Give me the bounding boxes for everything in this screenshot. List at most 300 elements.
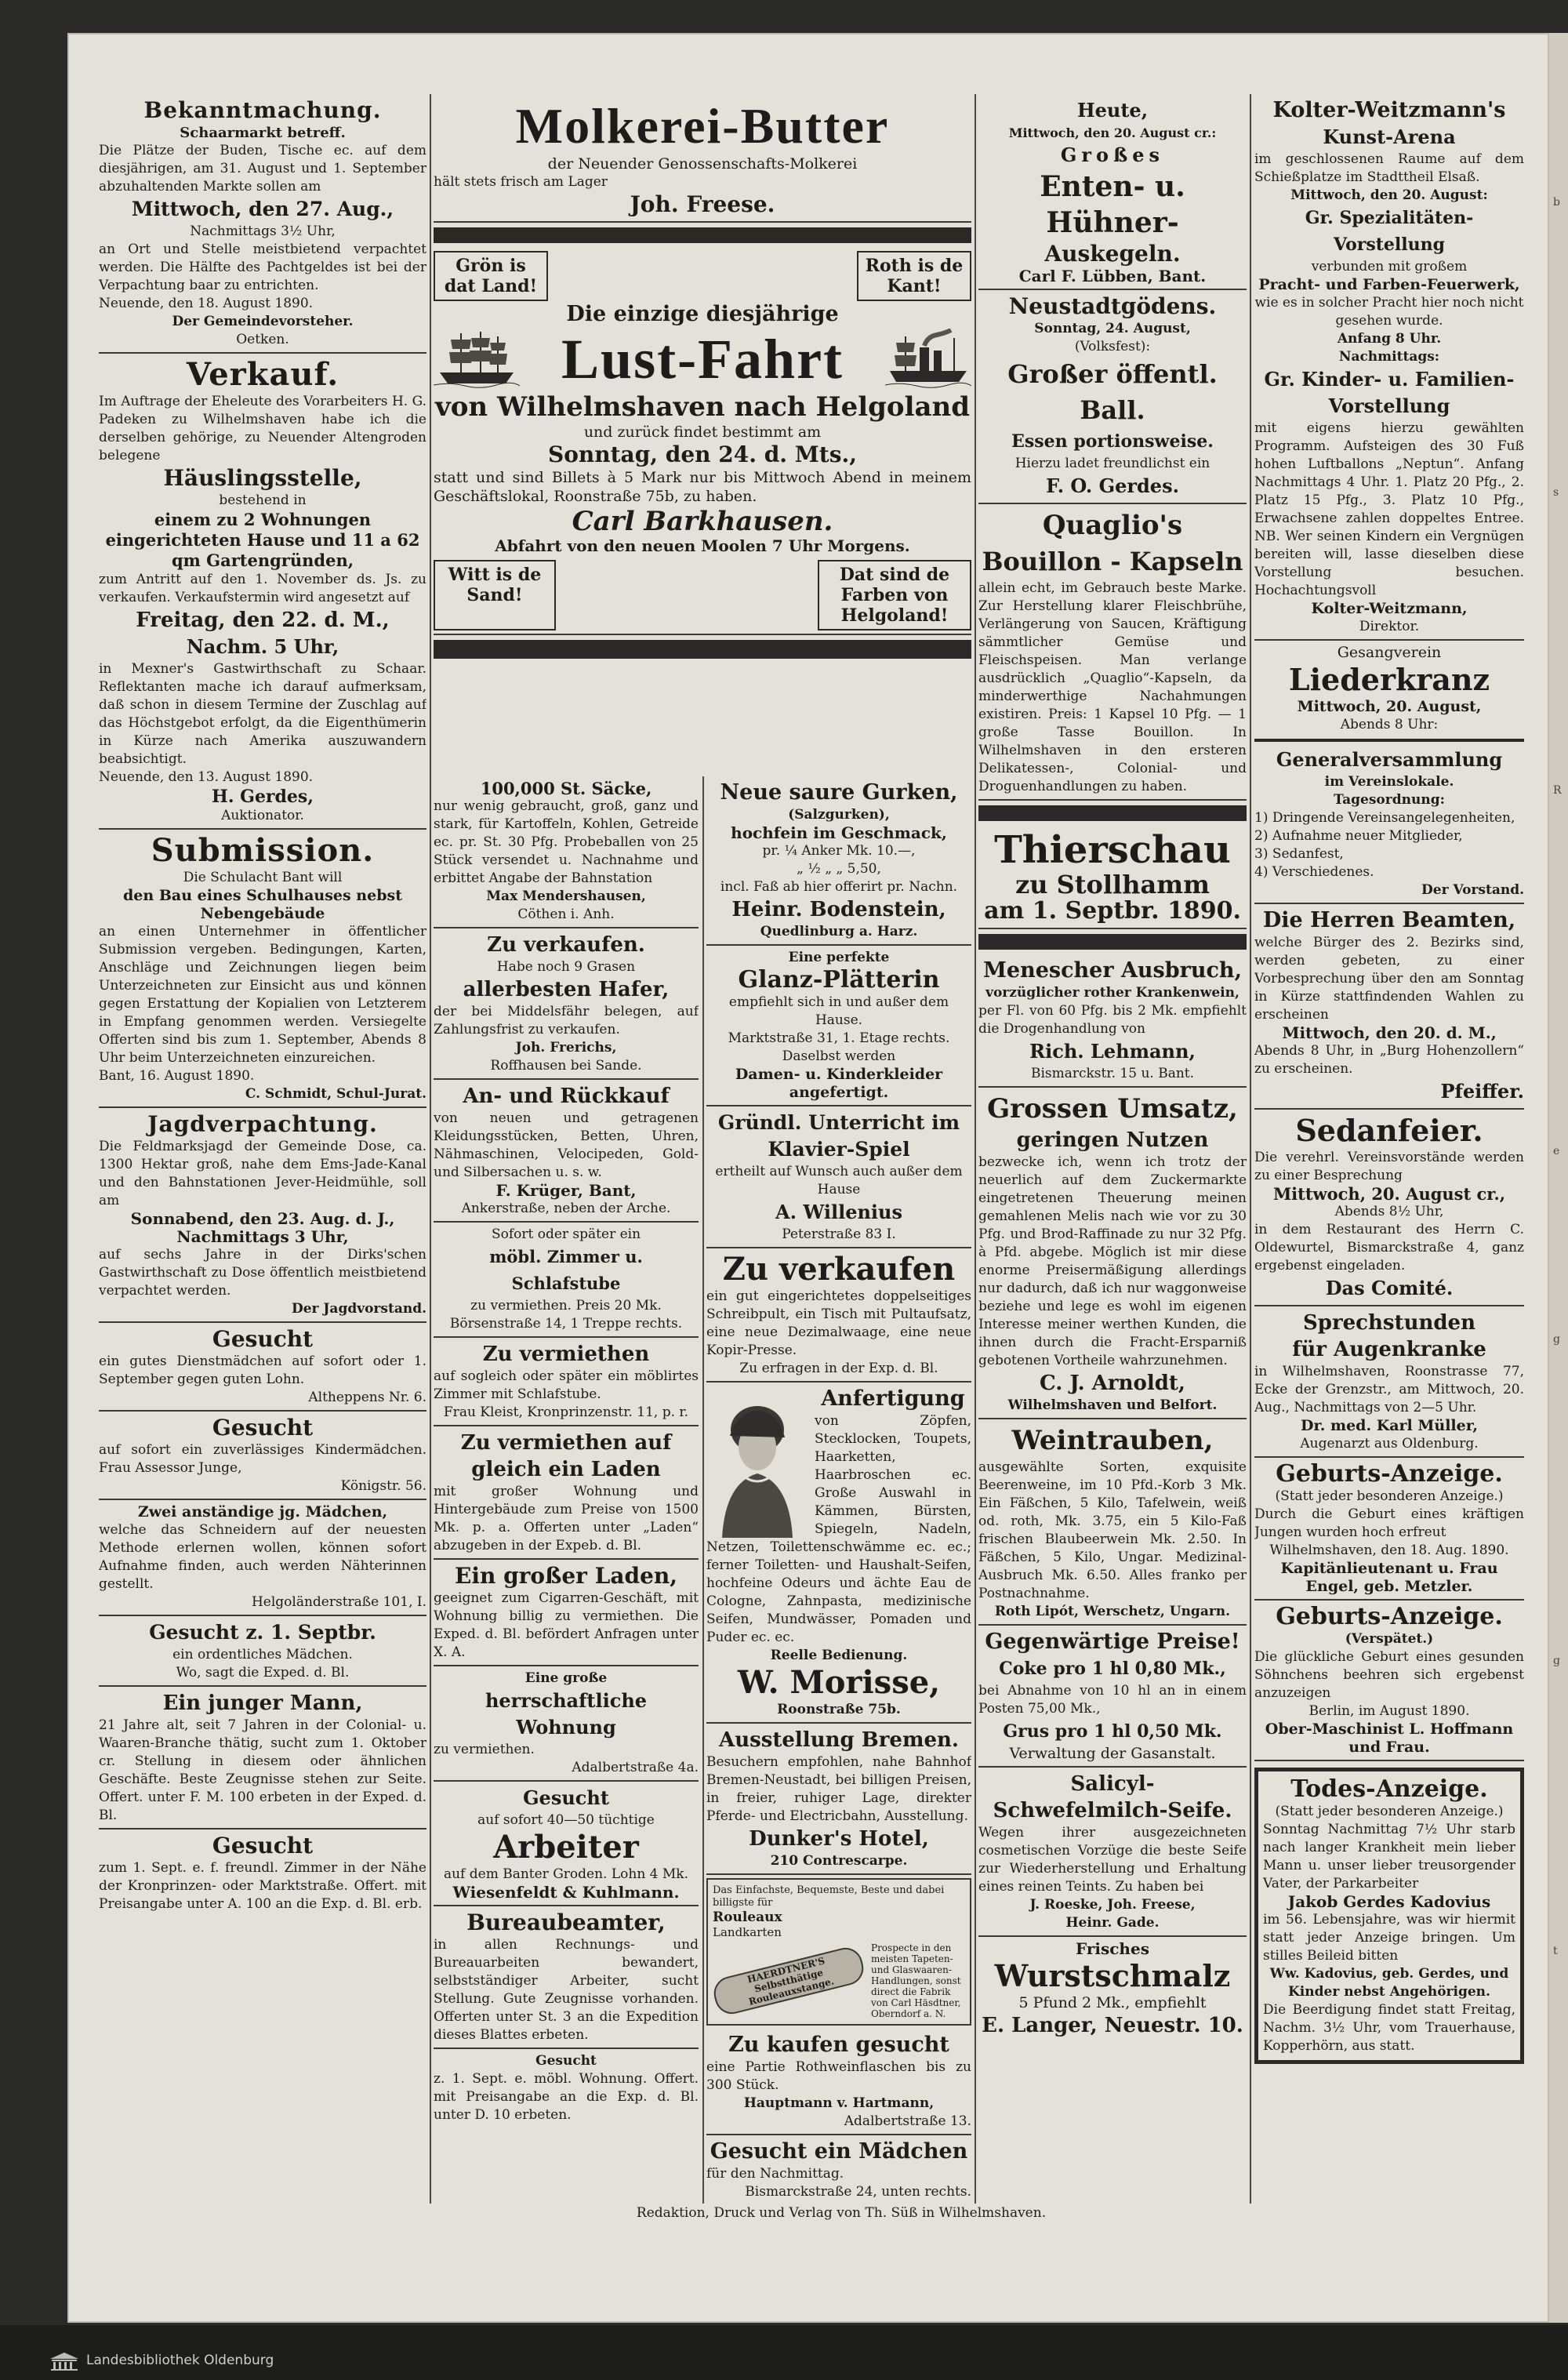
ad-body: auf sechs Jahre in der Dirks'schen Gastwirthschaft zu Dose öffentlich meistbietend verpachtet werden.	[99, 1247, 426, 1299]
ad-body: auf sogleich oder später ein möblirtes Zimmer mit Schlafstube.	[434, 1368, 699, 1402]
ad-plaetterin	[706, 946, 971, 1106]
ad-address: Marktstraße 31, 1. Etage rechts.	[728, 1030, 950, 1046]
ad-title: Quaglio's	[1042, 510, 1183, 541]
ad-gesucht-1	[99, 1323, 426, 1412]
price-line: Coke pro 1 hl 0,80 Mk.,	[999, 1659, 1226, 1679]
next-page-edge	[1549, 33, 1568, 2323]
ad-title: Zu verkaufen	[722, 1251, 956, 1288]
ad-signature: Ww. Kadovius, geb. Gerdes, und Kinder nebst Angehörigen.	[1269, 1966, 1509, 2000]
ad-place-date: Berlin, im August 1890.	[1308, 1703, 1470, 1719]
ad-date: Sonntag, 24. August,	[1034, 321, 1191, 336]
ad-morisse	[706, 1383, 971, 1724]
ad-body: empfiehlt sich in und außer dem Hause.	[728, 994, 949, 1028]
ad-time: Abends 8 Uhr:	[1340, 717, 1439, 732]
ad-thierschau	[978, 826, 1247, 929]
ad-signature: Dr. med. Karl Müller,	[1301, 1417, 1478, 1434]
ad-submission	[99, 830, 426, 1108]
ad-title: Wurstschmalz	[994, 1958, 1231, 1993]
agenda-item: 4) Verschiedenes.	[1254, 864, 1374, 880]
ad-signature: Kapitänlieutenant u. Frau Engel, geb. Metzler.	[1280, 1560, 1498, 1595]
ad-body: im 56. Lebensjahre, was wir hiermit statt jeder Anzeige bringen. Um stilles Beileid bitten	[1263, 1912, 1515, 1964]
ad-wohnung	[434, 1666, 699, 1782]
ad-signature: Joh. Freese.	[630, 191, 775, 217]
ad-arbeiter	[434, 1782, 699, 1906]
ad-signature: H. Gerdes,	[212, 787, 314, 807]
ad-body: auf dem Banter Groden. Lohn 4 Mk.	[443, 1866, 689, 1882]
ad-hafer	[434, 928, 699, 1080]
agenda-item: 1) Dringende Vereinsangelegenheiten,	[1254, 810, 1515, 826]
ad-date: Sonntag, den 24. d. Mts.,	[548, 441, 857, 467]
ad-saecke	[434, 776, 699, 928]
ad-intro: Eine perfekte	[788, 950, 890, 965]
ad-body: und zurück findet bestimmt am	[583, 423, 822, 441]
ad-subtitle: geringen Nutzen	[1016, 1128, 1209, 1152]
ad-title: Neue saure Gurken,	[720, 780, 958, 805]
ad-wurstschmalz	[978, 1937, 1247, 2042]
ad-headline: Gr. Kinder- u. Familien-Vorstellung	[1264, 368, 1515, 417]
ad-signature: Rich. Lehmann,	[1029, 1040, 1196, 1063]
ad-sedanfeier	[1254, 1110, 1524, 1306]
ad-verkauf	[99, 354, 426, 830]
ad-title: Gesucht	[523, 1786, 609, 1809]
ad-body: Die verehrl. Vereinsvorstände werden zu einer Besprechung	[1254, 1150, 1524, 1183]
ad-subtitle: Tagesordnung:	[1334, 792, 1445, 808]
ad-body: auf sofort 40—50 tüchtige	[477, 1812, 655, 1828]
ad-gesucht-wohnung	[434, 2049, 699, 2127]
ad-title: Ausstellung Bremen.	[719, 1728, 959, 1752]
ad-body: Sonntag Nachmittag 7½ Uhr starb nach langer Krankheit mein lieber Mann u. unser lieber treusorgender Vater, der Parkarbeiter	[1263, 1822, 1515, 1891]
column-divider	[975, 94, 976, 2204]
ad-date: Mittwoch, 20. August,	[1297, 698, 1482, 715]
ad-headline: allerbesten Hafer,	[463, 978, 670, 1001]
column-divider	[702, 776, 704, 2204]
ad-body: ertheilt auf Wunsch auch außer dem Hause	[715, 1164, 963, 1197]
ad-signature: Verwaltung der Gasanstalt.	[1009, 1745, 1216, 1762]
ad-neustadtgoedens	[978, 290, 1247, 504]
ad-subtitle: (Statt jeder besonderen Anzeige.)	[1275, 1488, 1504, 1504]
ad-signature: Heinr. Gade.	[1065, 1915, 1160, 1931]
ad-body: einem zu 2 Wohnungen eingerichteten Hause und 11 a 62 qm Gartengründen,	[105, 510, 420, 570]
ad-title: Menescher Ausbruch,	[983, 958, 1242, 983]
ad-date: Mittwoch, den 20. August cr.:	[1008, 125, 1217, 140]
ad-subtitle: (Verspätet.)	[1345, 1631, 1434, 1647]
ad-todes-anzeige	[1254, 1768, 1524, 2064]
ad-title: Salicyl-	[1070, 1772, 1155, 1796]
column-divider	[1250, 94, 1251, 2204]
ad-body: Die Schulacht Bant will	[183, 870, 343, 885]
ad-title: Gesucht	[212, 1833, 314, 1859]
column-2-left	[434, 776, 699, 2262]
edge-glyph: s	[1553, 486, 1559, 499]
ad-body: wie es in solcher Pracht hier noch nicht gesehen wurde.	[1254, 295, 1524, 329]
ad-body: nur wenig gebraucht, groß, ganz und stark, für Kartoffeln, Kohlen, Getreide ec. pr. St. 30 Pfg. Probeballen von 25 Stück versendet u. Nachnahme und erbittet Angabe der Bahnstation	[434, 798, 699, 886]
edge-glyph: e	[1553, 1145, 1560, 1157]
ad-body: bestehend in	[219, 492, 307, 508]
ad-headline: Großes	[1060, 144, 1165, 166]
ad-subtitle: (Salzgurken),	[788, 807, 890, 823]
ad-body: bei Abnahme von 10 hl an in einem Posten 75,00 Mk.,	[978, 1683, 1247, 1717]
ad-date: Sonnabend, den 23. Aug. d. J., Nachmittags 3 Uhr,	[130, 1209, 395, 1246]
column-2-top	[434, 94, 971, 663]
ad-signature: Roth Lipót, Werschetz, Ungarn.	[994, 1604, 1231, 1619]
ad-signature: Auktionator.	[221, 808, 304, 823]
ad-title: Ein großer Laden,	[454, 1563, 677, 1589]
ad-umsatz	[978, 1088, 1247, 1419]
ad-title: Gründl. Unterricht im Klavier-Spiel	[717, 1111, 960, 1161]
ad-rueckkauf	[434, 1080, 699, 1223]
ad-subtitle: zu Stollhamm	[1015, 870, 1210, 899]
column-2-right	[706, 776, 971, 2262]
ad-date: Mittwoch, den 20. August:	[1290, 187, 1488, 203]
ad-headline: Damen- u. Kinderkleider angefertigt.	[735, 1066, 943, 1101]
ad-place: Roffhausen bei Sande.	[490, 1058, 642, 1074]
ad-body: per Fl. von 60 Pfg. bis 2 Mk. empfiehlt die Drogenhandlung von	[978, 1003, 1247, 1037]
ad-signature: Oetken.	[236, 332, 289, 347]
ad-headline: hochfein im Geschmack,	[731, 823, 947, 842]
ad-signature: F. O. Gerdes.	[1046, 474, 1179, 497]
ad-gesucht-2	[99, 1412, 426, 1500]
column-1	[99, 94, 426, 2262]
ad-geburt-2	[1254, 1601, 1524, 1761]
ad-title: Geburts-Anzeige.	[1276, 1460, 1503, 1488]
ad-grosser-laden	[434, 1560, 699, 1666]
ad-signature: Direktor.	[1359, 619, 1420, 634]
ad-body: ausgewählte Sorten, exquisite Beerenweine, im 10 Pfd.-Korb 3 Mk. Ein Fäßchen, 5 Kilo, Tafelwein, weiß od. roth, Mk. 3.75, ein 5 Kilo-Faß frischen Blaubeerwein Mk. 2.50. In Fäßchen, 5 Kilo, Ungar. Medizinal-Ausbruch Mk. 6.50. Alles franko per Postnachnahme.	[978, 1459, 1247, 1601]
ad-tagline: Reelle Bedienung.	[770, 1648, 908, 1663]
ad-vermiethen-1	[434, 1338, 699, 1426]
ad-address: Helgoländerstraße 101, I.	[251, 1594, 426, 1610]
ad-signature: Der Vorstand.	[1421, 882, 1524, 898]
ad-body: Das Einfachste, Bequemste, Beste und dabei billigste für	[713, 1884, 945, 1909]
ad-gasanstalt	[978, 1626, 1247, 1768]
ad-body: auf sofort ein zuverlässiges Kindermädchen. Frau Assessor Junge,	[99, 1442, 426, 1476]
ad-place: Ankerstraße, neben der Arche.	[461, 1201, 671, 1216]
lady-portrait-icon	[706, 1389, 808, 1538]
agenda-item: 2) Aufnahme neuer Mitglieder,	[1254, 828, 1463, 844]
ad-bureaubeamter	[434, 1906, 699, 2049]
ad-body: Sofort oder später ein	[491, 1226, 641, 1242]
ad-title: Geburts-Anzeige.	[1276, 1603, 1503, 1630]
ad-title: Bureaubeamter,	[466, 1909, 666, 1935]
ad-signature: Der Jagdvorstand.	[291, 1301, 426, 1317]
ad-place: Augenarzt aus Oldenburg.	[1300, 1436, 1479, 1452]
ad-klavier	[706, 1106, 971, 1248]
ad-title: Bouillon - Kapseln	[982, 547, 1243, 576]
ad-body: im geschlossenen Raume auf dem Schießplatze im Stadttheil Elsaß.	[1254, 151, 1524, 185]
ad-place-date: Bant, 16. August 1890.	[99, 1068, 255, 1084]
ad-body: Die Plätze der Buden, Tische ec. auf dem diesjährigen, am 31. August und 1. September abzuhaltenden Markte sollen am	[99, 143, 426, 194]
ad-title: Sedanfeier.	[1295, 1113, 1483, 1148]
ad-body: zu vermiethen.	[434, 1742, 535, 1757]
ad-signature: Der Gemeindevorsteher.	[172, 314, 354, 329]
ad-body: in Mexner's Gastwirthschaft zu Schaar. Reflektanten mache ich darauf aufmerksam, daß schon in diesem Termine der Zuschlag auf das Höchstgebot erfolgt, da die Eigenthümerin in Kürze nach Amerika auszuwandern beabsichtigt.	[99, 661, 426, 767]
ad-body: allein echt, im Gebrauch beste Marke. Zur Herstellung klarer Fleischbrühe, Verlängerung von Saucen, Kräftigung sämmtlicher Gemüse und Fleischspeisen. Man verlange ausdrücklich „Quaglio“-Kapseln, da minderwerthige Nachahmungen existiren. Preis: 1 Kapsel 10 Pfg. — 1 große Tasse Bouillon. In Wilhelmshaven in den ersteren Delikatessen-, Colonial- und Droguenhandlungen zu haben.	[978, 580, 1247, 794]
ad-address: Roonstraße 75b.	[777, 1702, 901, 1717]
column-4	[1254, 94, 1524, 2262]
ad-rouleaux	[706, 1878, 971, 2026]
ad-body: von neuen und getragenen Kleidungsstücken, Betten, Uhren, Nähmaschinen, Velocipeden, Gold- und Silbersachen u. s. w.	[434, 1110, 699, 1180]
ad-body: mit großer Wohnung und Hintergebäude zum Preise von 1500 Mk. p. a. Offerten unter „Laden“ abzugeben in der Expeb. d. Bl.	[434, 1484, 699, 1553]
ad-signature: J. Roeske, Joh. Freese,	[1029, 1897, 1196, 1913]
ad-signature: Hauptmann v. Hartmann,	[743, 2095, 935, 2111]
ad-title: Gegenwärtige Preise!	[985, 1630, 1240, 1654]
ad-signature: Kolter-Weitzmann,	[1311, 600, 1468, 617]
edge-glyph: R	[1553, 784, 1562, 797]
ad-bekanntmachung	[99, 94, 426, 354]
ad-body: bezwecke ich, wenn ich trotz der neuerlich auf dem Zuckermarkte eingetretenen Theuerung meinen gemahlenen Melis nach wie vor zu 30 Pfg. und Brod-Raffinade zu nur 32 Pfg. à Pfd. abgebe. Möglich ist mir diese enorme Preisermäßigung allerdings nur dadurch, daß ich nur waggonweise beziehe und lege es wohl im eigenen Interesse meiner werthen Kunden, die ihnen durch die Fracht-Ersparniß gebotenen Vortheile wahrzunehmen.	[978, 1154, 1247, 1368]
ad-place: Cöthen i. Anh.	[517, 907, 615, 922]
ad-intro: Die einzige diesjährige	[566, 302, 839, 326]
slogan-box: Grön is dat Land!	[434, 251, 548, 301]
ad-signature: F. Krüger, Bant,	[495, 1181, 637, 1200]
ad-place: Quedlinburg a. Harz.	[760, 924, 918, 939]
ad-date: Freitag, den 22. d. M.,	[136, 609, 390, 632]
ad-signature: Carl F. Lübben, Bant.	[1018, 267, 1207, 285]
ad-address: Wilhelmshaven und Belfort.	[1007, 1397, 1218, 1413]
ad-time: Nachmittags:	[1338, 349, 1440, 365]
ad-address: Frau Kleist, Kronprinzenstr. 11, p. r.	[443, 1404, 689, 1420]
ad-title: Zu vermiethen auf gleich ein Laden	[460, 1431, 672, 1481]
ad-body: an einen Unternehmer in öffentlicher Submission vergeben. Bedingungen, Karten, Anschläge und Zeichnungen liegen beim Unterzeichneten zur Einsicht aus und können gegen Erstattung der Kopialien von Letzterem in Empfang genommen werden. Versiegelte Offerten sind bis zum 1. September, Abends 8 Uhr beim Unterzeichneten einzureichen.	[99, 924, 426, 1066]
ad-date: Mittwoch, 20. August cr.,	[1272, 1184, 1506, 1204]
ad-title: Gesucht ein Mädchen	[710, 2139, 968, 2164]
ad-body: incl. Faß ab hier offerirt pr. Nachn.	[720, 879, 958, 895]
price-line: pr. ¼ Anker Mk. 10.—,	[762, 843, 916, 859]
ad-title: Thierschau	[994, 828, 1231, 872]
ad-address: Börsenstraße 14, 1 Treppe rechts.	[449, 1316, 683, 1332]
ad-gesucht-maedchen	[706, 2135, 971, 2204]
ad-title: Submission.	[151, 832, 375, 869]
ad-gesucht-3	[99, 1616, 426, 1687]
ad-date: Mittwoch, den 27. Aug.,	[131, 198, 394, 220]
ad-body: für den Nachmittag.	[706, 2166, 844, 2182]
ad-title: An- und Rückkauf	[463, 1085, 670, 1108]
ad-subtitle: (Volksfest):	[1074, 339, 1151, 354]
ad-body: der Neuender Genossenschafts-Molkerei	[547, 155, 858, 173]
ad-jagdverpachtung	[99, 1108, 426, 1323]
ad-intro: Frisches	[1076, 1939, 1149, 1958]
ad-signature: Das Comité.	[1325, 1277, 1454, 1299]
ad-title: Gesucht z. 1. Septbr.	[149, 1621, 376, 1644]
ad-title: Bekanntmachung.	[143, 97, 382, 123]
ad-body: der bei Middelsfähr belegen, auf Zahlungsfrist zu verkaufen.	[434, 1004, 699, 1037]
ad-body: zum 1. Sept. e. f. freundl. Zimmer in der Nähe der Kronprinzen- oder Marktstraße. Offert. mit Preisangabe unter A. 100 an die Exp. d. Bl. erb.	[99, 1860, 426, 1912]
ad-departure: Abfahrt von den neuen Moolen 7 Uhr Morgens.	[495, 536, 910, 555]
ad-signature: C. Schmidt, Schul-Jurat.	[245, 1086, 426, 1102]
ad-title: Ein junger Mann,	[162, 1691, 363, 1715]
ad-address: Bismarckstraße 24, unten rechts.	[745, 2184, 971, 2200]
ad-body: ein gutes Dienstmädchen auf sofort oder 1. September gegen guten Lohn.	[99, 1354, 426, 1387]
separator-bar	[1254, 739, 1524, 742]
ad-body: in allen Rechnungs- und Bureauarbeiten bewandert, selbstständiger Arbeiter, sucht Stellung. Gute Zeugnisse vorhanden. Offerten unter St. 3 an die Expedition dieses Blattes erbeten.	[434, 1937, 699, 2043]
ad-body: ein gut eingerichtetes doppelseitiges Schreibpult, ein Tisch mit Pultaufsatz, eine neue Dezimalwaage, eine neue Kopir-Presse.	[706, 1288, 971, 1358]
ad-signature: Dunker's Hotel,	[749, 1827, 929, 1851]
ad-address: Wo, sagt die Exped. d. Bl.	[176, 1665, 350, 1681]
ad-body: geeignet zum Cigarren-Geschäft, mit Wohnung billig zu vermiethen. Die Exped. d. Bl. befördert Anfragen unter X. A.	[434, 1590, 699, 1660]
ad-quaglio	[978, 504, 1247, 801]
ad-title: Zu vermiethen	[482, 1343, 650, 1366]
ad-title: Weintrauben,	[1011, 1425, 1214, 1456]
ad-body: an Ort und Stelle meistbietend verpachtet werden. Die Hälfte des Pachtgeldes ist bei der Verpachtung baar zu entrichten.	[99, 242, 426, 293]
ad-time: Anfang 8 Uhr.	[1337, 331, 1442, 347]
slogan-box: Witt is de Sand!	[434, 560, 556, 630]
ad-place-date: Neuende, den 18. August 1890.	[99, 296, 314, 311]
ad-body: Habe noch 9 Grasen	[496, 959, 636, 975]
ad-title: Zu kaufen gesucht	[728, 2033, 949, 2057]
ad-title: Jagdverpachtung.	[147, 1111, 378, 1137]
ad-title: Zu verkaufen.	[487, 933, 645, 957]
ad-headline: Großer öffentl. Ball.	[1007, 359, 1218, 425]
ad-title: Gesucht	[212, 1326, 314, 1352]
separator-bar	[978, 805, 1247, 821]
ad-subtitle: (Statt jeder besonderen Anzeige.)	[1275, 1804, 1504, 1819]
ad-address: Peterstraße 83 I.	[782, 1226, 896, 1242]
ad-beamten	[1254, 904, 1524, 1110]
ad-body: statt und sind Billets à 5 Mark nur bis Mittwoch Abend in meinem Geschäftslokal, Roonstraße 75b, zu haben.	[434, 469, 971, 505]
library-label: Landesbibliothek Oldenburg	[86, 2353, 274, 2368]
ad-signature: Pfeiffer.	[1440, 1080, 1524, 1103]
ad-title: Schwefelmilch-Seife.	[993, 1799, 1232, 1822]
ad-title: Die Herren Beamten,	[1262, 908, 1516, 932]
steamship-icon	[885, 329, 971, 390]
ad-headline: den Bau eines Schulhauses nebst Nebengebäude	[123, 887, 402, 922]
ad-body: Besuchern empfohlen, nahe Bahnhof Bremen-Neustadt, bei billigen Preisen, in freier, ruhiger Lage, direkter Pferde- und Electricbahn, Ausstellung.	[706, 1754, 971, 1824]
ad-title: herrschaftliche Wohnung	[485, 1689, 648, 1739]
edge-glyph: g	[1553, 1655, 1560, 1667]
ad-signature: Wiesenfeldt & Kuhlmann.	[452, 1883, 680, 1902]
ad-time: Nachmittags 3½ Uhr,	[190, 223, 336, 239]
ad-body: Essen portionsweise.	[1011, 431, 1214, 452]
separator-bar	[434, 227, 971, 243]
ad-body: welche das Schneidern auf der neuesten Methode erlernen wollen, können sofort Aufnahme finden, auch werden Nähterinnen gestellt.	[99, 1522, 426, 1592]
ad-ausbruch	[978, 954, 1247, 1088]
ad-title: Verkauf.	[186, 356, 339, 393]
ad-time: Nachm. 5 Uhr,	[186, 635, 339, 658]
ad-flaschen	[706, 2029, 971, 2135]
ad-body: Daselbst werden	[782, 1048, 896, 1064]
ad-body: Die Feldmarksjagd der Gemeinde Dose, ca. 1300 Hektar groß, nahe dem Ems-Jade-Kanal und den Bahnstationen Jever-Heidmühle, soll am	[99, 1139, 426, 1208]
ad-augenkranke	[1254, 1306, 1524, 1458]
ad-molkerei-butter	[434, 94, 971, 223]
ad-auskegeln	[978, 94, 1247, 290]
ad-signature: W. Morisse,	[737, 1664, 941, 1701]
ad-body: Abends 8 Uhr, in „Burg Hohenzollern“ zu erscheinen.	[1254, 1043, 1524, 1077]
separator-bar	[434, 640, 971, 659]
ad-title: Heute,	[1076, 99, 1149, 122]
ad-title: Sprechstunden	[1302, 1311, 1475, 1335]
slogan-box: Roth is de Kant!	[857, 251, 971, 301]
ad-title: Liederkranz	[1288, 662, 1490, 697]
ad-geburt-1	[1254, 1458, 1524, 1601]
ad-item: Landkarten	[713, 1925, 782, 1939]
ad-lust-fahrt	[434, 248, 971, 635]
ad-verkaufen-pult	[706, 1248, 971, 1383]
ad-body: Die Beerdigung findet statt Freitag, Nachm. 3½ Uhr, vom Trauerhause, Kopperhörn, aus statt.	[1263, 2002, 1515, 2054]
ad-address: Zu erfragen in der Exp. d. Bl.	[739, 1361, 938, 1376]
library-building-icon	[49, 2351, 80, 2371]
ad-route: von Wilhelmshaven nach Helgoland	[434, 391, 971, 423]
ad-headline: Auskegeln.	[1044, 241, 1181, 267]
ad-item: Rouleaux	[713, 1909, 782, 1925]
ad-title: Anfertigung	[821, 1386, 965, 1411]
rouleaux-stange-graphic: HAERDTNER'S Selbstthätige Rouleauxstange.	[710, 1944, 867, 2018]
ad-gesucht-4	[99, 1830, 426, 1917]
ad-title: Neustadtgödens.	[1008, 293, 1217, 319]
slogan-box: Dat sind de Farben von Helgoland!	[818, 560, 971, 630]
ad-headline: Gr. Spezialitäten-Vorstellung	[1305, 208, 1474, 255]
ad-headline: Arbeiter	[493, 1829, 639, 1866]
ad-body: in Wilhelmshaven, Roonstrasse 77, Ecke der Grenzstr., am Mittwoch, 20. Aug., Nachmittags von 2—5 Uhr.	[1254, 1364, 1524, 1415]
ad-signature: E. Langer, Neuestr. 10.	[982, 2014, 1243, 2037]
ad-time: Abends 8½ Uhr,	[1334, 1204, 1444, 1219]
ad-body: mit eigens hierzu gewählten Programm. Aufsteigen des 30 Fuß hohen Luftballons „Neptun“. Anfang Nachmittags 4 Uhr. 1. Platz 20 Pfg., 2. Platz 15 Pfg., 3. Platz 10 Pfg., Erwachsene zahlen doppeltes Entree. NB. Wer seinen Kindern ein Vergnügen bereiten will, lasse dieselben diese Vorstellung besuchen. Hochachtungsvoll	[1254, 420, 1524, 598]
ad-address: Altheppens Nr. 6.	[308, 1390, 426, 1405]
ad-address: Adalbertstraße 13.	[844, 2113, 971, 2129]
ad-headline: Zwei anständige jg. Mädchen,	[137, 1503, 388, 1521]
ad-headline: Jakob Gerdes Kadovius	[1287, 1892, 1491, 1911]
ad-place-date: Wilhelmshaven, den 18. Aug. 1890.	[1269, 1542, 1509, 1558]
ad-weintrauben	[978, 1419, 1247, 1626]
ad-headline: Enten- u. Hühner-	[1040, 170, 1185, 239]
ad-body: Prospecte in den meisten Tapeten- und Glaswaaren-Handlungen, sonst direct die Fabrik von Carl Häsdtner, Oberndorf a. N.	[871, 1942, 961, 2019]
ad-body: Wegen ihrer ausgezeichneten cosmetischen Vorzüge die beste Seife zur Wiederherstellung und Erhaltung eines reinen Teints. Zu haben bei	[978, 1825, 1247, 1895]
ad-body: welche Bürger des 2. Bezirks sind, werden gebeten, zu einer Vorbesprechung über den am Sonntag in Kürze stattfindenden Wahlen zu erscheinen	[1254, 935, 1524, 1023]
edge-glyph: g	[1553, 1333, 1560, 1346]
agenda-item: 3) Sedanfest,	[1254, 846, 1344, 862]
ad-title: Kolter-Weitzmann's	[1272, 98, 1506, 122]
ad-headline: Generalversammlung	[1276, 748, 1503, 771]
price-line: Grus pro 1 hl 0,50 Mk.	[1003, 1721, 1222, 1742]
edge-glyph: t	[1553, 1945, 1558, 1957]
ad-title: möbl. Zimmer u. Schlafstube	[489, 1247, 643, 1293]
ad-signature: Ober-Maschinist L. Hoffmann und Frau.	[1265, 1721, 1514, 1756]
ad-body: zum Antritt auf den 1. November ds. Js. zu verkaufen. Verkaufstermin wird angesetzt auf	[99, 572, 426, 605]
ad-title: Gesucht	[535, 2053, 597, 2069]
ad-date: Mittwoch, den 20. d. M.,	[1282, 1023, 1497, 1042]
ad-signature: Joh. Frerichs,	[515, 1040, 617, 1056]
ad-body: Durch die Geburt eines kräftigen Jungen wurden hoch erfreut	[1254, 1506, 1524, 1540]
ad-address: Bismarckstr. 15 u. Bant.	[1030, 1066, 1195, 1081]
ad-signature: Max Mendershausen,	[486, 888, 646, 904]
ad-address: 210 Contrescarpe.	[770, 1853, 908, 1869]
ad-body: hält stets frisch am Lager	[434, 174, 608, 190]
ad-subtitle: im Vereinslokale.	[1324, 774, 1454, 790]
ad-body: Die glückliche Geburt eines gesunden Söhnchens beehren sich ergebenst anzuzeigen	[1254, 1649, 1524, 1701]
sailing-ship-icon	[434, 329, 520, 390]
ad-body: in dem Restaurant des Herrn C. Oldewurtel, Bismarckstraße 4, ganz ergebenst eingeladen.	[1254, 1222, 1524, 1274]
column-3	[978, 94, 1247, 2262]
ad-intro: Eine große	[524, 1670, 608, 1686]
ad-seife	[978, 1768, 1247, 1937]
imprint-footer: Redaktion, Druck und Verlag von Th. Süß in Wilhelmshaven.	[636, 2205, 1047, 2221]
ad-headline: 100,000 St. Säcke,	[480, 779, 652, 798]
ad-title: Molkerei-Butter	[515, 98, 890, 154]
ad-body: 5 Pfund 2 Mk., empfiehlt	[1018, 1994, 1207, 2011]
ad-maedchen	[99, 1500, 426, 1616]
ad-zimmer	[434, 1223, 699, 1338]
ad-body: ein ordentliches Mädchen.	[172, 1647, 353, 1662]
ad-body: eine Partie Rothweinflaschen bis zu 300 Stück.	[706, 2059, 971, 2093]
ad-signature: A. Willenius	[775, 1201, 902, 1223]
ad-title: Lust-Fahrt	[561, 328, 844, 391]
ad-body: 21 Jahre alt, seit 7 Jahren in der Colonial- u. Waaren-Branche thätig, sucht zum 1. Oktober cr. Stellung in diesem oder ähnlichen Geschäfte. Beste Zeugnisse stehen zur Seite. Offert. unter F. M. 100 erbeten in der Exped. d. Bl.	[99, 1717, 426, 1823]
ad-address: Adalbertstraße 4a.	[572, 1760, 699, 1775]
ad-subtitle: Schaarmarkt betreff.	[180, 125, 346, 141]
separator-bar	[978, 934, 1247, 950]
ad-title: Kunst-Arena	[1323, 125, 1456, 148]
ad-kunst-arena	[1254, 94, 1524, 641]
ad-title: Gesucht	[212, 1415, 314, 1441]
